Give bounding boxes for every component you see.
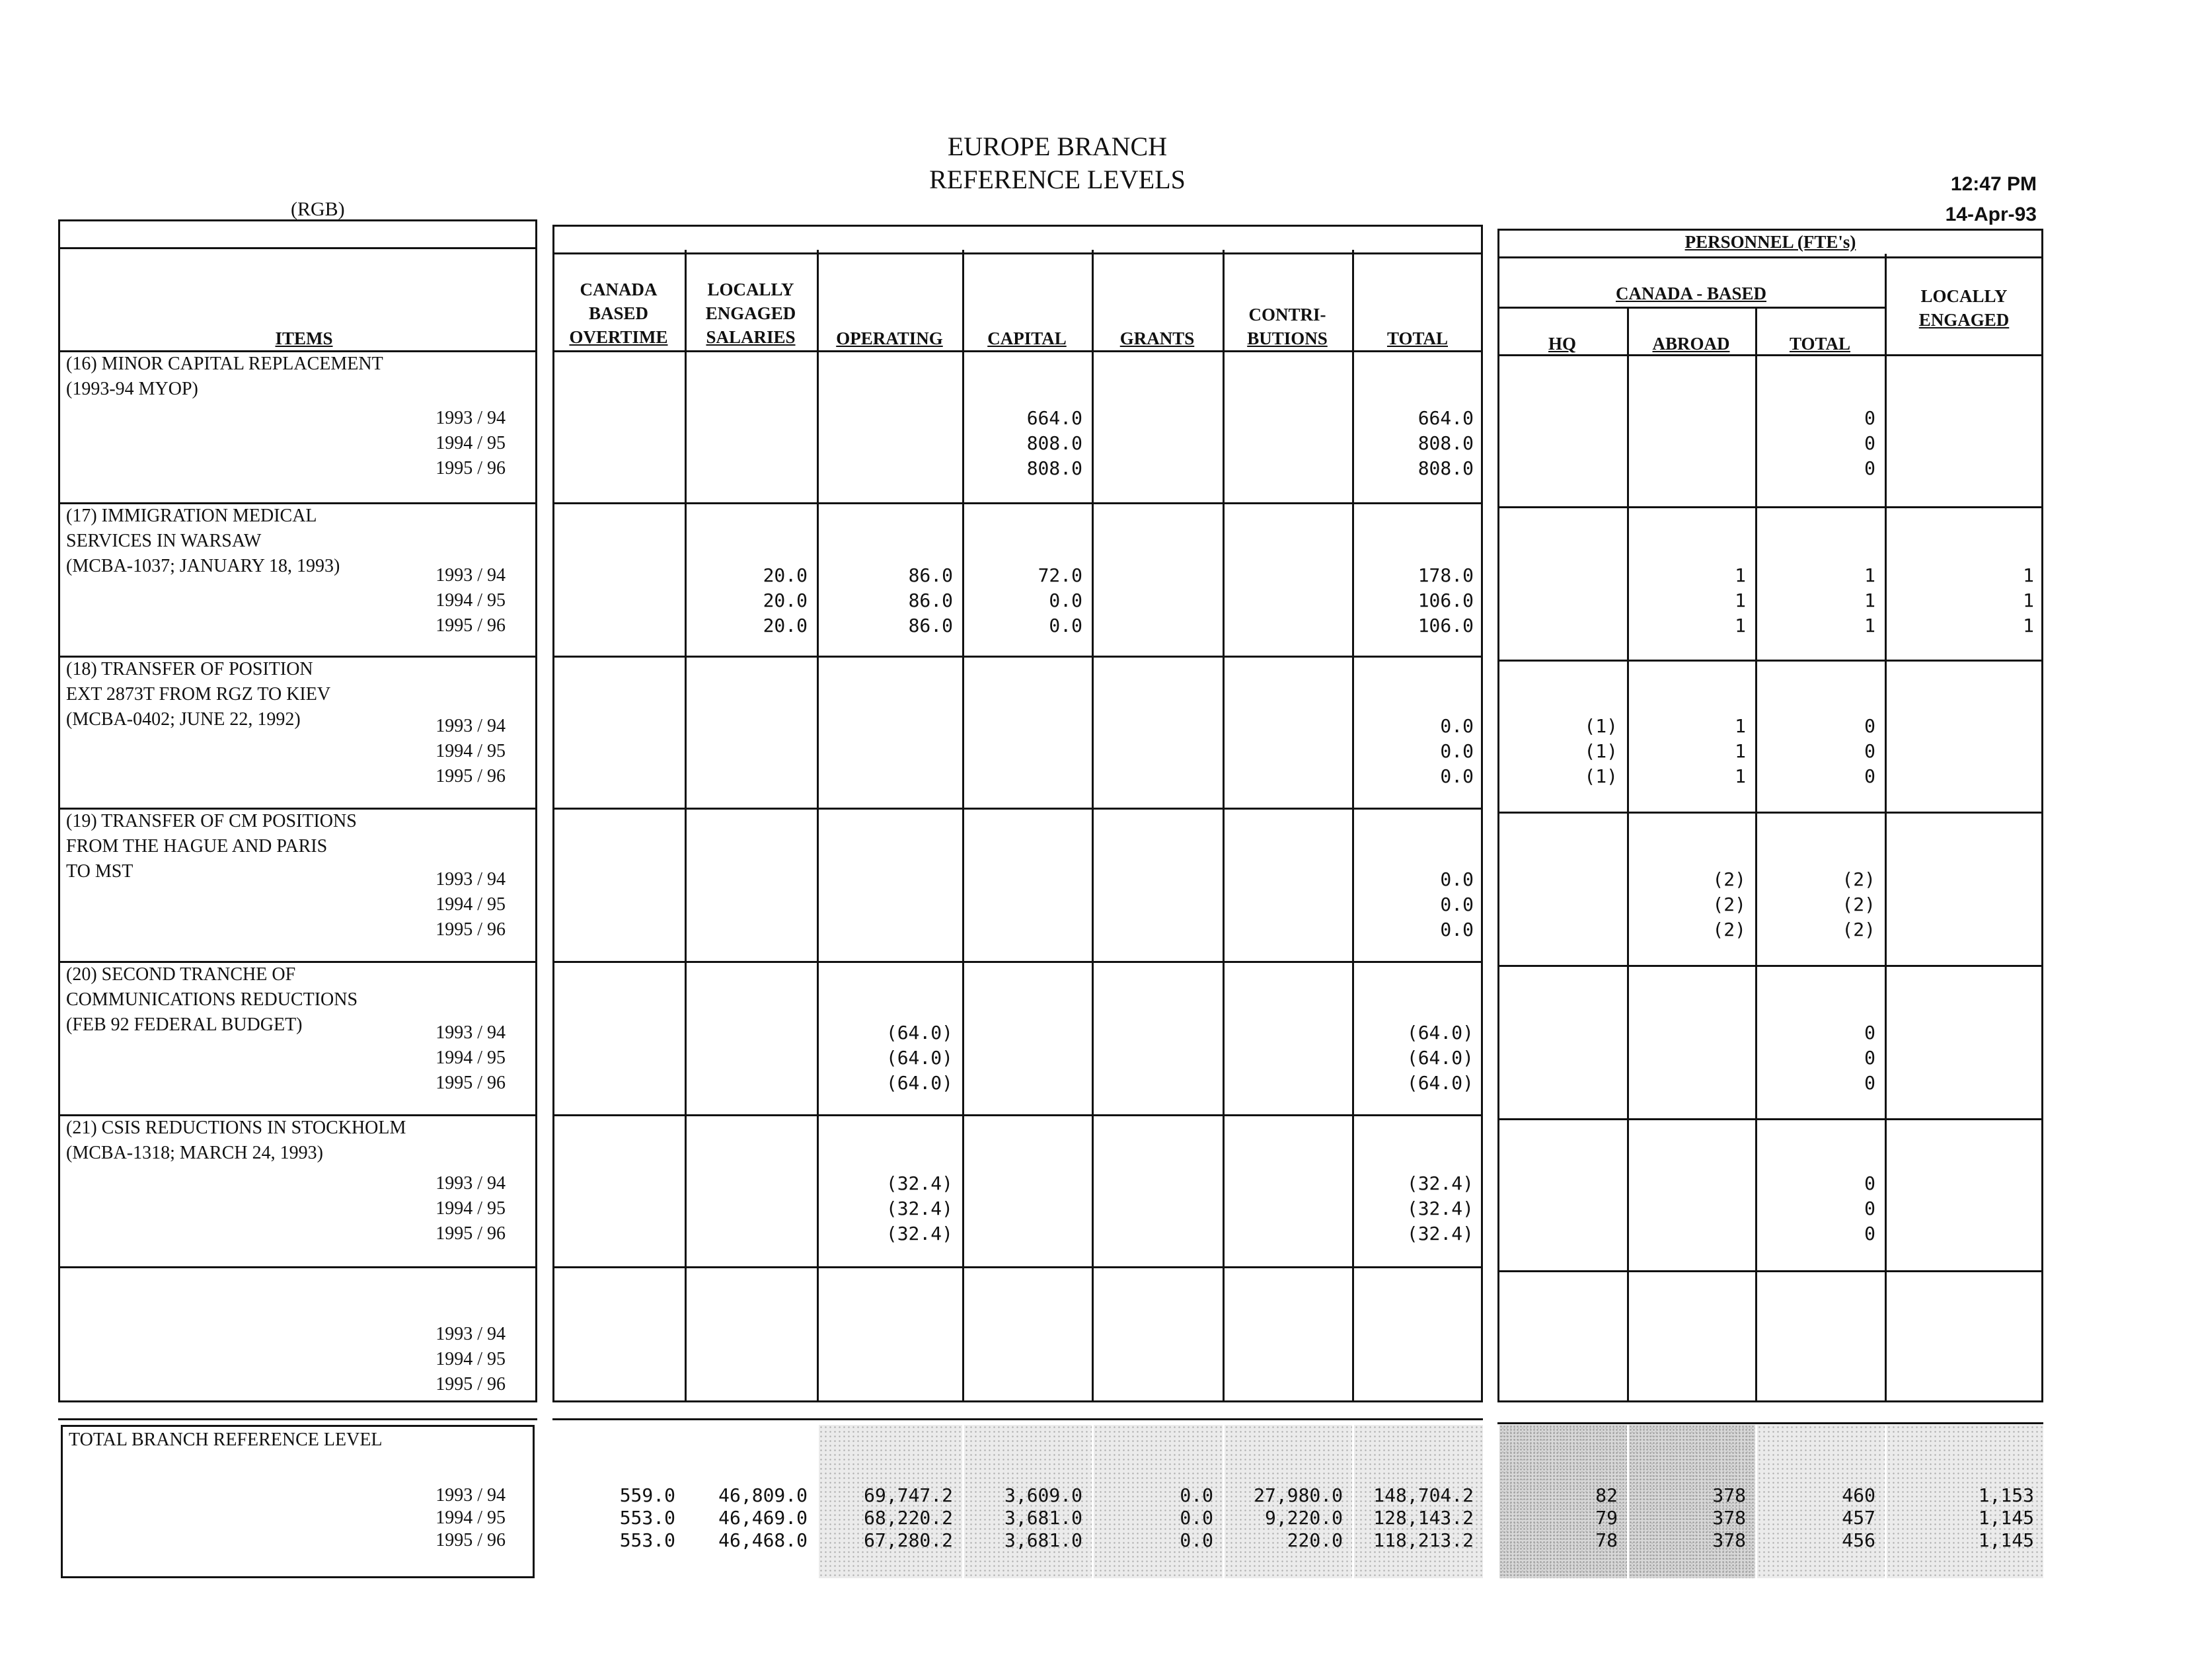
value-cell-cap: 0.0	[1049, 590, 1082, 611]
year-label: 1994 / 95	[435, 894, 506, 915]
value-cell-pt: 0	[1864, 765, 1875, 787]
value-cell-pt: 0	[1864, 1022, 1875, 1044]
col-header-total-line: TOTAL	[1386, 328, 1449, 348]
total-cell-les: 46,809.0	[718, 1484, 808, 1506]
total-cell-tot: 148,704.2	[1373, 1484, 1474, 1506]
total-cell-tot: 128,143.2	[1373, 1507, 1474, 1529]
value-cell-pt: (2)	[1842, 868, 1875, 890]
value-cell-op: (64.0)	[886, 1022, 953, 1044]
value-cell-pt: (2)	[1842, 894, 1875, 915]
col-header-canada-based-overtime-line: CANADA	[580, 280, 658, 299]
section-label: SERVICES IN WARSAW	[66, 531, 262, 551]
row-divider	[1497, 965, 2043, 967]
value-cell-tot: (32.4)	[1406, 1172, 1474, 1194]
items-header: ITEMS	[275, 328, 333, 348]
value-cell-tot: 808.0	[1417, 457, 1474, 479]
year-label: 1994 / 95	[435, 1048, 506, 1068]
col-header-total	[1352, 326, 1483, 350]
value-cell-cap: 808.0	[1026, 432, 1082, 454]
value-cell-pt: 1	[1864, 564, 1875, 586]
year-label: 1995 / 96	[435, 1374, 506, 1394]
total-cell-cbo: 559.0	[619, 1484, 675, 1506]
year-label: 1994 / 95	[435, 1508, 506, 1528]
col-header-operating	[817, 326, 962, 350]
value-cell-ab: 1	[1735, 765, 1746, 787]
value-cell-tot: 808.0	[1417, 432, 1474, 454]
totals-label: TOTAL BRANCH REFERENCE LEVEL	[69, 1430, 383, 1450]
column-divider	[1092, 250, 1094, 1402]
year-label: 1993 / 94	[435, 869, 506, 890]
value-cell-tot: (32.4)	[1406, 1198, 1474, 1219]
column-divider	[1627, 307, 1629, 1402]
value-cell-tot: 0.0	[1440, 715, 1474, 737]
total-cell-con: 27,980.0	[1254, 1484, 1343, 1506]
value-cell-pt: 0	[1864, 1223, 1875, 1244]
section-label: (20) SECOND TRANCHE OF	[66, 964, 296, 985]
year-label: 1994 / 95	[435, 741, 506, 761]
column-divider	[1223, 250, 1225, 1402]
total-cell-cbo: 553.0	[619, 1529, 675, 1551]
col-header-locally-engaged-salaries-line: ENGAGED	[705, 303, 796, 323]
total-cell-ab: 378	[1712, 1484, 1746, 1506]
col-header-hq-line: HQ	[1548, 334, 1576, 354]
value-cell-ab: (2)	[1712, 919, 1746, 940]
value-cell-tot: 0.0	[1440, 740, 1474, 762]
section-label: (MCBA-1037; JANUARY 18, 1993)	[66, 556, 340, 576]
total-cell-gr: 0.0	[1180, 1507, 1213, 1529]
col-header-personnel	[1497, 230, 2043, 254]
total-cell-cbo: 553.0	[619, 1507, 675, 1529]
value-cell-le: 1	[2023, 564, 2034, 586]
total-cell-le: 1,145	[1978, 1529, 2034, 1551]
value-cell-pt: (2)	[1842, 919, 1875, 940]
year-label: 1993 / 94	[435, 1022, 506, 1043]
row-divider	[552, 1114, 1483, 1116]
value-cell-ab: 1	[1735, 564, 1746, 586]
section-label: (16) MINOR CAPITAL REPLACEMENT	[66, 354, 383, 374]
value-cell-op: (32.4)	[886, 1172, 953, 1194]
col-header-canada-based-overtime-line: BASED	[588, 303, 649, 323]
year-label: 1995 / 96	[435, 458, 506, 478]
value-cell-pt: 0	[1864, 407, 1875, 429]
total-cell-le: 1,145	[1978, 1507, 2034, 1529]
total-cell-con: 9,220.0	[1264, 1507, 1343, 1529]
value-cell-tot: (64.0)	[1406, 1072, 1474, 1094]
value-cell-pt: 0	[1864, 740, 1875, 762]
row-divider	[58, 1418, 537, 1420]
section-label: (MCBA-1318; MARCH 24, 1993)	[66, 1143, 323, 1163]
year-label: 1993 / 94	[435, 1324, 506, 1344]
value-cell-ab: (2)	[1712, 868, 1746, 890]
header-divider	[58, 247, 537, 249]
row-divider	[552, 350, 1483, 352]
section-label: (19) TRANSFER OF CM POSITIONS	[66, 811, 357, 831]
row-divider	[552, 808, 1483, 810]
row-divider	[552, 656, 1483, 658]
total-cell-les: 46,469.0	[718, 1507, 808, 1529]
col-header-canada-based	[1497, 282, 1885, 305]
col-header-canada-based-overtime	[552, 278, 685, 349]
total-cell-op: 68,220.2	[864, 1507, 953, 1529]
year-label: 1995 / 96	[435, 919, 506, 940]
value-cell-tot: 0.0	[1440, 919, 1474, 940]
col-header-personnel-total-line: TOTAL	[1789, 334, 1851, 354]
row-divider	[552, 502, 1483, 504]
value-cell-tot: (64.0)	[1406, 1022, 1474, 1044]
section-label: EXT 2873T FROM RGZ TO KIEV	[66, 684, 331, 705]
year-label: 1993 / 94	[435, 565, 506, 586]
section-label: COMMUNICATIONS REDUCTIONS	[66, 989, 358, 1010]
col-header-canada-based-line: CANADA - BASED	[1615, 284, 1767, 303]
value-cell-pt: 1	[1864, 615, 1875, 636]
col-header-grants-line: GRANTS	[1119, 328, 1195, 348]
section-label: (17) IMMIGRATION MEDICAL	[66, 506, 317, 526]
value-cell-tot: 106.0	[1417, 615, 1474, 636]
total-cell-ab: 378	[1712, 1507, 1746, 1529]
total-cell-cap: 3,681.0	[1004, 1507, 1082, 1529]
row-divider	[1497, 812, 2043, 814]
value-cell-pt: 0	[1864, 1072, 1875, 1094]
total-cell-gr: 0.0	[1180, 1529, 1213, 1551]
total-cell-hq: 82	[1595, 1484, 1618, 1506]
row-divider	[552, 961, 1483, 963]
value-cell-tot: 178.0	[1417, 564, 1474, 586]
col-header-contributions-line: CONTRI-	[1248, 305, 1326, 325]
row-divider	[1497, 660, 2043, 662]
total-cell-pt: 456	[1842, 1529, 1875, 1551]
section-label: FROM THE HAGUE AND PARIS	[66, 836, 328, 857]
value-cell-hq: (1)	[1584, 765, 1618, 787]
total-cell-cap: 3,609.0	[1004, 1484, 1082, 1506]
value-cell-pt: 1	[1864, 590, 1875, 611]
value-cell-tot: 0.0	[1440, 894, 1474, 915]
header-divider	[1497, 256, 2043, 258]
row-divider	[552, 1418, 1483, 1420]
value-cell-op: (64.0)	[886, 1047, 953, 1069]
total-cell-hq: 79	[1595, 1507, 1618, 1529]
total-cell-con: 220.0	[1287, 1529, 1343, 1551]
value-cell-tot: 106.0	[1417, 590, 1474, 611]
col-header-locally-engaged-salaries-line: LOCALLY	[707, 280, 794, 299]
col-header-locally-engaged-salaries-line: SALARIES	[706, 327, 796, 347]
value-cell-tot: 0.0	[1440, 765, 1474, 787]
total-cell-les: 46,468.0	[718, 1529, 808, 1551]
report-time: 12:47 PM	[1950, 173, 2037, 195]
value-cell-les: 20.0	[763, 590, 808, 611]
value-cell-tot: (64.0)	[1406, 1047, 1474, 1069]
total-cell-cap: 3,681.0	[1004, 1529, 1082, 1551]
value-cell-pt: 0	[1864, 1047, 1875, 1069]
col-header-locally-engaged-line: LOCALLY	[1920, 286, 2008, 306]
row-divider	[1497, 1422, 2043, 1424]
value-cell-le: 1	[2023, 590, 2034, 611]
section-label: (FEB 92 FEDERAL BUDGET)	[66, 1014, 303, 1035]
row-divider	[1497, 1270, 2043, 1272]
col-header-locally-engaged-salaries	[685, 278, 817, 349]
value-cell-ab: 1	[1735, 590, 1746, 611]
value-cell-hq: (1)	[1584, 715, 1618, 737]
value-cell-pt: 0	[1864, 1172, 1875, 1194]
col-header-capital	[962, 326, 1092, 350]
col-header-canada-based-overtime-line: OVERTIME	[569, 327, 668, 347]
header-divider	[1497, 307, 1885, 309]
section-label: (1993-94 MYOP)	[66, 379, 198, 399]
col-header-locally-engaged-line: ENGAGED	[1918, 310, 2010, 330]
col-header-capital-line: CAPITAL	[987, 328, 1067, 348]
value-cell-les: 20.0	[763, 564, 808, 586]
year-label: 1995 / 96	[435, 766, 506, 786]
year-label: 1995 / 96	[435, 615, 506, 636]
column-divider	[1885, 254, 1887, 1402]
year-label: 1995 / 96	[435, 1073, 506, 1093]
total-cell-op: 67,280.2	[864, 1529, 953, 1551]
value-cell-pt: 0	[1864, 715, 1875, 737]
section-label: (21) CSIS REDUCTIONS IN STOCKHOLM	[66, 1118, 406, 1138]
year-label: 1995 / 96	[435, 1223, 506, 1244]
value-cell-ab: 1	[1735, 615, 1746, 636]
year-label: 1993 / 94	[435, 1173, 506, 1194]
header-divider	[552, 252, 1483, 254]
report-code: (RGB)	[291, 198, 345, 220]
value-cell-op: 86.0	[908, 615, 953, 636]
total-cell-le: 1,153	[1978, 1484, 2034, 1506]
year-label: 1993 / 94	[435, 716, 506, 736]
row-divider	[58, 1266, 537, 1268]
value-cell-cap: 72.0	[1038, 564, 1082, 586]
year-label: 1994 / 95	[435, 1349, 506, 1369]
value-cell-op: (32.4)	[886, 1223, 953, 1244]
value-cell-pt: 0	[1864, 432, 1875, 454]
total-cell-gr: 0.0	[1180, 1484, 1213, 1506]
section-label: TO MST	[66, 861, 133, 882]
row-divider	[552, 1266, 1483, 1268]
section-label: (MCBA-0402; JUNE 22, 1992)	[66, 709, 301, 730]
value-cell-ab: 1	[1735, 715, 1746, 737]
value-cell-tot: 0.0	[1440, 868, 1474, 890]
value-cell-les: 20.0	[763, 615, 808, 636]
row-divider	[1497, 354, 2043, 356]
value-cell-op: 86.0	[908, 564, 953, 586]
total-cell-pt: 460	[1842, 1484, 1875, 1506]
row-divider	[1497, 1118, 2043, 1120]
section-label: (18) TRANSFER OF POSITION	[66, 659, 313, 679]
total-cell-pt: 457	[1842, 1507, 1875, 1529]
col-header-hq	[1497, 332, 1627, 356]
col-header-contributions	[1223, 303, 1352, 350]
col-header-contributions-line: BUTIONS	[1247, 328, 1328, 348]
year-label: 1993 / 94	[435, 408, 506, 428]
value-cell-cap: 808.0	[1026, 457, 1082, 479]
total-cell-ab: 378	[1712, 1529, 1746, 1551]
value-cell-le: 1	[2023, 615, 2034, 636]
col-header-abroad-line: ABROAD	[1652, 334, 1730, 354]
col-header-locally-engaged	[1885, 284, 2043, 332]
value-cell-op: (32.4)	[886, 1198, 953, 1219]
value-cell-tot: (32.4)	[1406, 1223, 1474, 1244]
total-cell-tot: 118,213.2	[1373, 1529, 1474, 1551]
report-title-line2: REFERENCE LEVELS	[929, 165, 1186, 194]
value-cell-cap: 0.0	[1049, 615, 1082, 636]
value-cell-pt: 0	[1864, 1198, 1875, 1219]
row-divider	[1497, 506, 2043, 508]
total-cell-op: 69,747.2	[864, 1484, 953, 1506]
value-cell-op: 86.0	[908, 590, 953, 611]
value-cell-cap: 664.0	[1026, 407, 1082, 429]
year-label: 1994 / 95	[435, 590, 506, 611]
year-label: 1994 / 95	[435, 1198, 506, 1219]
total-cell-hq: 78	[1595, 1529, 1618, 1551]
value-cell-pt: 0	[1864, 457, 1875, 479]
column-divider	[685, 250, 687, 1402]
value-cell-ab: 1	[1735, 740, 1746, 762]
value-cell-hq: (1)	[1584, 740, 1618, 762]
col-header-grants	[1092, 326, 1223, 350]
financial-panel	[552, 225, 1483, 1402]
col-header-personnel-total	[1755, 332, 1885, 356]
year-label: 1994 / 95	[435, 433, 506, 453]
report-title-line1: EUROPE BRANCH	[947, 132, 1168, 161]
value-cell-tot: 664.0	[1417, 407, 1474, 429]
col-header-abroad	[1627, 332, 1755, 356]
value-cell-op: (64.0)	[886, 1072, 953, 1094]
year-label: 1993 / 94	[435, 1485, 506, 1506]
year-label: 1995 / 96	[435, 1530, 506, 1550]
col-header-personnel-line: PERSONNEL (FTE's)	[1684, 232, 1856, 252]
report-date: 14-Apr-93	[1945, 204, 2037, 225]
col-header-operating-line: OPERATING	[836, 328, 943, 348]
value-cell-ab: (2)	[1712, 894, 1746, 915]
